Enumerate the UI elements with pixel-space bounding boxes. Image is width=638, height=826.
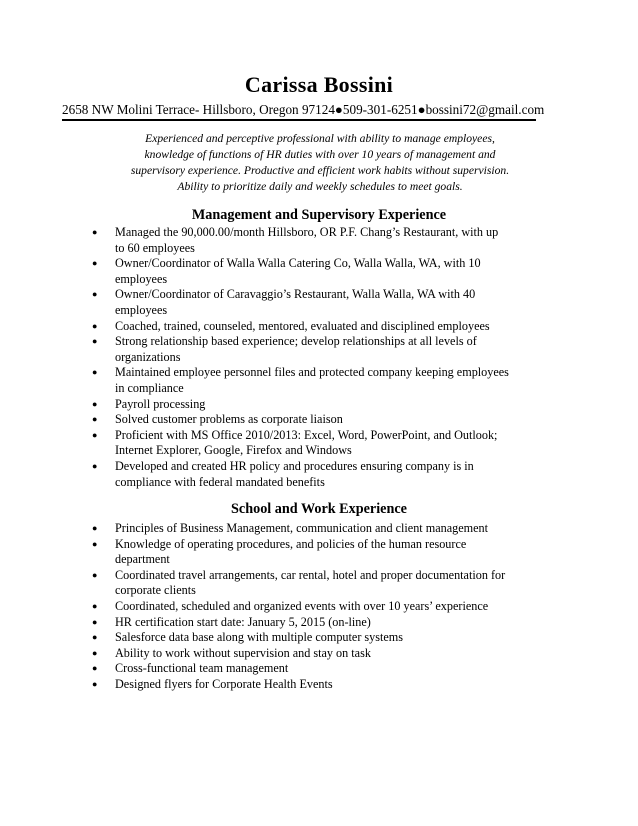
- bullet-icon: ●: [92, 258, 98, 269]
- list-item-line: organizations: [115, 349, 181, 364]
- list-item-text: [115, 537, 522, 568]
- list-item-text: [115, 661, 522, 677]
- list-item-text: [115, 677, 522, 693]
- list-item-text: [115, 568, 522, 599]
- summary-line: knowledge of functions of HR duties with over 10 years of management and: [144, 148, 496, 161]
- list-item-line: Salesforce data base along with multiple computer systems: [115, 630, 404, 645]
- list-item-text: [115, 428, 522, 459]
- bullet-icon: ●: [92, 538, 98, 549]
- list-item-line: Maintained employee personnel files and protected company keeping employees: [115, 365, 509, 380]
- list-item-line: HR certification start date: January 5, 2015 (on-line): [115, 614, 371, 629]
- bullet-icon: ●: [92, 663, 98, 674]
- bullet-icon: ●: [92, 289, 98, 300]
- list-item-line: Coordinated travel arrangements, car rental, hotel and proper documentation for: [115, 567, 506, 582]
- list-item: [92, 459, 522, 490]
- list-item-line: corporate clients: [115, 583, 196, 598]
- bullet-icon: ●: [92, 336, 98, 347]
- list-item-text: [115, 646, 522, 662]
- list-item-text: [115, 225, 522, 256]
- bullet-icon: ●: [92, 616, 98, 627]
- applicant-name: Carissa Bossini: [244, 72, 394, 97]
- list-item-line: Coordinated, scheduled and organized events with over 10 years’ experience: [115, 598, 489, 613]
- bullet-icon: ●: [92, 429, 98, 440]
- list-item: [92, 599, 522, 615]
- list-item-line: Proficient with MS Office 2010/2013: Excel, Word, PowerPoint, and Outlook;: [115, 427, 498, 442]
- bullet-icon: ●: [92, 600, 98, 611]
- list-item-line: Designed flyers for Corporate Health Events: [115, 676, 333, 691]
- school-experience-list: [92, 521, 522, 693]
- list-item: [92, 397, 522, 413]
- list-item-text: [115, 630, 522, 646]
- list-item: [92, 661, 522, 677]
- bullet-icon: ●: [92, 632, 98, 643]
- list-item: [92, 537, 522, 568]
- list-item-line: Coached, trained, counseled, mentored, evaluated and disciplined employees: [115, 318, 490, 333]
- contact-line: 2658 NW Molini Terrace- Hillsboro, Oregon 97124●509-301-6251●bossini72@gmail.com: [62, 102, 545, 117]
- list-item-line: to 60 employees: [115, 240, 195, 255]
- list-item: [92, 428, 522, 459]
- list-item: [92, 615, 522, 631]
- list-item-line: Ability to work without supervision and stay on task: [115, 645, 371, 660]
- summary-line: supervisory experience. Productive and efficient work habits without supervision.: [130, 164, 510, 177]
- list-item: [92, 677, 522, 693]
- list-item-line: Strong relationship based experience; develop relationships at all levels of: [115, 334, 477, 349]
- list-item: [92, 412, 522, 428]
- professional-summary: [80, 131, 560, 195]
- list-item: [92, 646, 522, 662]
- list-item-line: employees: [115, 302, 168, 317]
- list-item: [92, 630, 522, 646]
- list-item-line: Internet Explorer, Google, Firefox and Windows: [115, 443, 352, 458]
- list-item-line: Cross-functional team management: [115, 661, 289, 676]
- list-item-text: [115, 599, 522, 615]
- list-item: [92, 334, 522, 365]
- list-item: [92, 225, 522, 256]
- bullet-icon: ●: [92, 414, 98, 425]
- bullet-icon: ●: [92, 460, 98, 471]
- list-item-text: [115, 412, 522, 428]
- bullet-icon: ●: [92, 398, 98, 409]
- list-item-line: Owner/Coordinator of Caravaggio’s Restaurant, Walla Walla, WA with 40: [115, 287, 476, 302]
- list-item: [92, 365, 522, 396]
- bullet-icon: ●: [92, 647, 98, 658]
- list-item-text: [115, 365, 522, 396]
- management-section-heading: Management and Supervisory Experience: [191, 207, 447, 223]
- bullet-icon: ●: [92, 367, 98, 378]
- bullet-icon: ●: [92, 569, 98, 580]
- list-item: [92, 521, 522, 537]
- school-section-heading: School and Work Experience: [231, 501, 407, 517]
- summary-line: Experienced and perceptive professional with ability to manage employees,: [145, 132, 495, 145]
- list-item-text: [115, 319, 522, 335]
- list-item-text: [115, 287, 522, 318]
- list-item-line: Owner/Coordinator of Walla Walla Catering Co, Walla Walla, WA, with 10: [115, 256, 481, 271]
- list-item-text: [115, 334, 522, 365]
- bullet-icon: ●: [92, 678, 98, 689]
- list-item-line: Knowledge of operating procedures, and policies of the human resource: [115, 536, 467, 551]
- bullet-icon: ●: [92, 523, 98, 533]
- list-item: [92, 319, 522, 335]
- list-item-line: compliance with federal mandated benefits: [115, 474, 325, 489]
- management-experience-list: [92, 225, 522, 490]
- list-item-line: Managed the 90,000.00/month Hillsboro, OR P.F. Chang’s Restaurant, with up: [115, 225, 499, 239]
- list-item-text: [115, 256, 522, 287]
- list-item-text: [115, 521, 522, 537]
- bullet-icon: ●: [92, 227, 98, 237]
- list-item: [92, 287, 522, 318]
- list-item-line: employees: [115, 271, 168, 286]
- list-item-line: Principles of Business Management, communication and client management: [115, 521, 488, 535]
- list-item-text: [115, 615, 522, 631]
- list-item: [92, 256, 522, 287]
- list-item-line: Payroll processing: [115, 396, 206, 411]
- list-item-text: [115, 459, 522, 490]
- list-item-line: Solved customer problems as corporate liaison: [115, 412, 343, 427]
- summary-line: Ability to prioritize daily and weekly schedules to meet goals.: [177, 180, 463, 193]
- list-item: [92, 568, 522, 599]
- header-divider: [62, 119, 536, 121]
- list-item-text: [115, 397, 522, 413]
- list-item-line: department: [115, 552, 170, 567]
- list-item-line: Developed and created HR policy and procedures ensuring company is in: [115, 458, 474, 473]
- bullet-icon: ●: [92, 320, 98, 331]
- list-item-line: in compliance: [115, 380, 184, 395]
